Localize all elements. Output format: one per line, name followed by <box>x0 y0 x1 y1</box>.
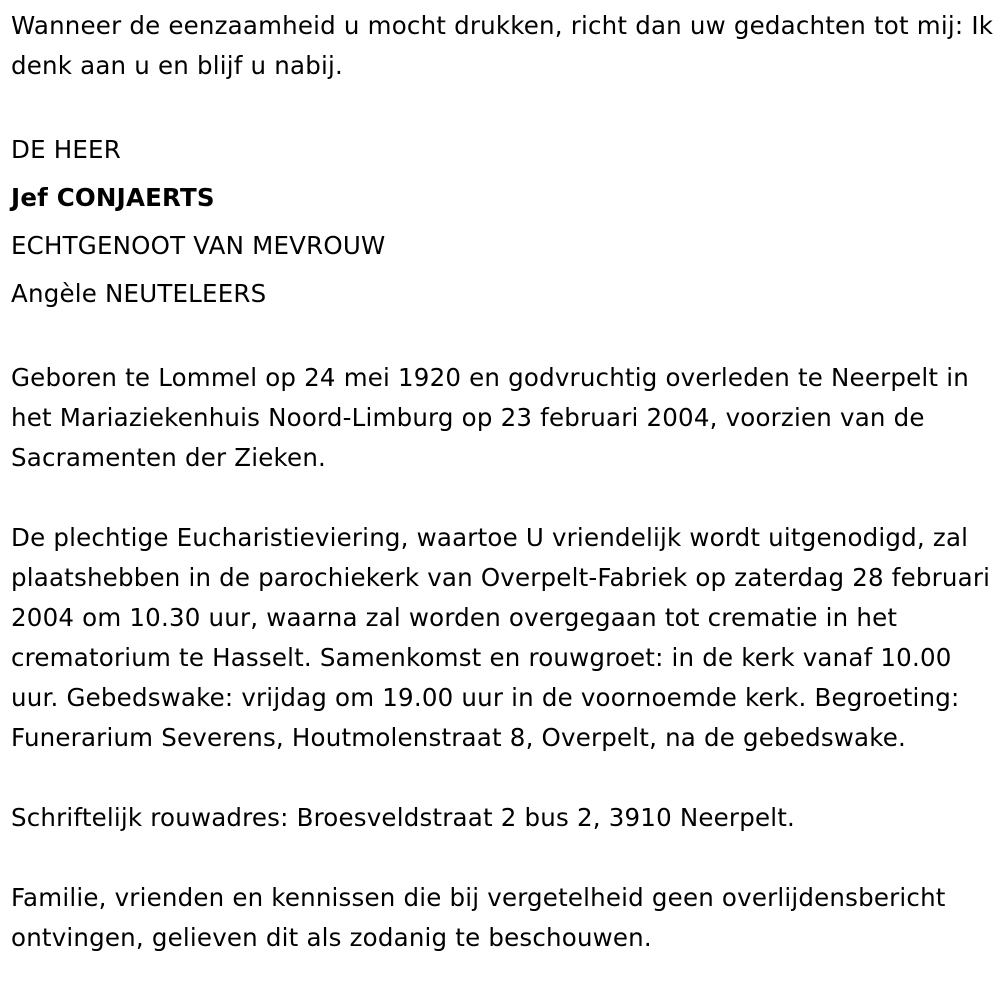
relation-text: ECHTGENOOT VAN MEVROUW <box>11 231 386 260</box>
address-paragraph: Schriftelijk rouwadres: Broesveldstraat 2 bus 2, 3910 Neerpelt. <box>11 803 796 832</box>
motto-text: Wanneer de eenzaamheid u mocht drukken, richt dan uw gedachten tot mij: Ik denk aan u en blijf u nabij. <box>11 11 994 80</box>
spacer <box>11 478 996 518</box>
closing-paragraph: Familie, vrienden en kennissen die bij vergetelheid geen overlijdensbericht ontvingen, gelieven dit als zodanig te beschouwen. <box>11 883 946 952</box>
title-prefix: DE HEER <box>11 135 121 164</box>
ceremony-paragraph: De plechtige Eucharistieviering, waartoe U vriendelijk wordt uitgenodigd, zal plaatshebben in de parochiekerk van Overpelt-Fabriek op zaterdag 28 februari 2004 om 10.30 uur, waarna zal worden overgegaan tot crematie in het crematorium te Hasselt. Samenkomst en rouwgroet: in de kerk vanaf 10.00 uur. Gebedswake: vrijdag om 19.00 uur in de voornoemde kerk. Begroeting: Funerarium Severens, Houtmolenstraat 8, Overpelt, na de gebedswake. <box>11 523 991 752</box>
spouse-name: Angèle NEUTELEERS <box>11 279 267 308</box>
spacer <box>11 86 996 126</box>
spacer <box>11 838 996 878</box>
obituary-notice <box>11 6 996 958</box>
birth-death-paragraph: Geboren te Lommel op 24 mei 1920 en godvruchtig overleden te Neerpelt in het Mariaziekenhuis Noord-Limburg op 23 februari 2004, voorzien van de Sacramenten der Zieken. <box>11 363 969 472</box>
spacer <box>11 318 996 358</box>
deceased-name: Jef CONJAERTS <box>11 183 215 212</box>
spacer <box>11 758 996 798</box>
